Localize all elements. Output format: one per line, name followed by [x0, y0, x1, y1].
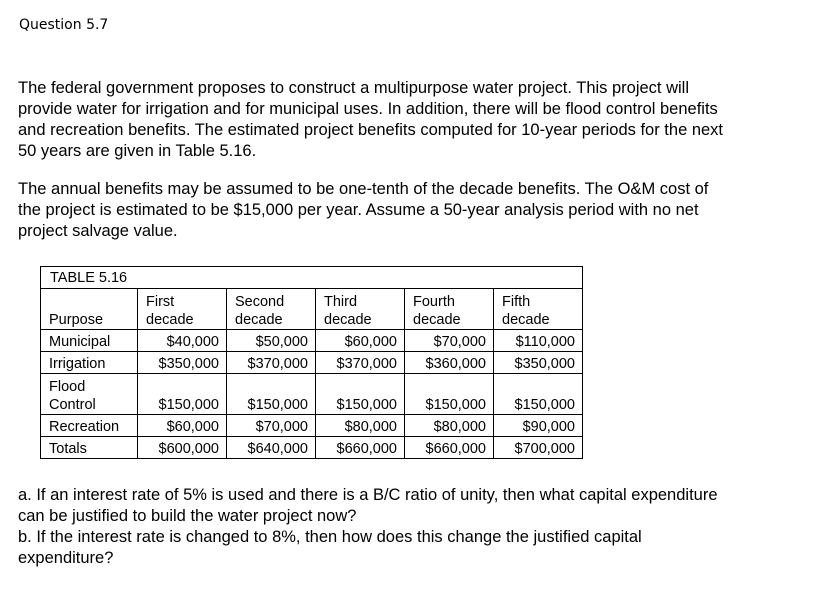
table-header-row	[41, 289, 583, 330]
table-cell: $150,000	[316, 374, 405, 415]
table-caption: TABLE 5.16	[41, 267, 583, 289]
text-line: a. If an interest rate of 5% is used and there is a B/C ratio of unity, then what capital expenditure	[18, 486, 718, 504]
text-line: The federal government proposes to construct a multipurpose water project. This project will	[18, 79, 690, 97]
header-line: decade	[413, 312, 461, 328]
row-label: Recreation	[41, 415, 138, 437]
text-line: project salvage value.	[18, 222, 178, 240]
header-cell-decade-3	[316, 289, 405, 330]
header-line: decade	[324, 312, 372, 328]
header-line: First	[146, 294, 175, 310]
table-caption-row	[41, 267, 583, 289]
table-cell: $110,000	[494, 330, 583, 352]
text-line: provide water for irrigation and for municipal uses. In addition, there will be flood control benefits	[18, 100, 718, 118]
text-line: b. If the interest rate is changed to 8%, then how does this change the justified capital	[18, 528, 642, 546]
header-line: Fourth	[413, 294, 455, 310]
benefits-table	[40, 266, 583, 459]
text-line: the project is estimated to be $15,000 per year. Assume a 50-year analysis period with no net	[18, 201, 699, 219]
table-cell: $90,000	[494, 415, 583, 437]
problem-paragraph-intro	[18, 78, 723, 162]
text-line: and recreation benefits. The estimated project benefits computed for 10-year periods for the next	[18, 121, 724, 139]
table-row-totals	[41, 437, 583, 459]
table-cell: $360,000	[405, 352, 494, 374]
table-cell: $80,000	[405, 415, 494, 437]
row-label: Irrigation	[41, 352, 138, 374]
row-label: Totals	[41, 437, 138, 459]
table-cell: $150,000	[405, 374, 494, 415]
table-cell: $70,000	[227, 415, 316, 437]
header-line: Fifth	[502, 294, 531, 310]
table-row-recreation	[41, 415, 583, 437]
text-line: 50 years are given in Table 5.16.	[18, 142, 257, 160]
table-row-irrigation	[41, 352, 583, 374]
header-cell-decade-2	[227, 289, 316, 330]
problem-paragraph-assumptions	[18, 179, 708, 242]
header-cell-decade-1	[138, 289, 227, 330]
table-cell: $150,000	[494, 374, 583, 415]
table-cell: $660,000	[316, 437, 405, 459]
table-cell: $370,000	[316, 352, 405, 374]
table-cell: $60,000	[138, 415, 227, 437]
table-cell: $350,000	[494, 352, 583, 374]
row-label-line: Control	[49, 397, 96, 413]
table-row-municipal	[41, 330, 583, 352]
header-cell-decade-4	[405, 289, 494, 330]
text-line: can be justified to build the water project now?	[18, 507, 357, 525]
table-row-flood-control	[41, 374, 583, 415]
table-cell: $80,000	[316, 415, 405, 437]
header-line: decade	[235, 312, 283, 328]
table-cell: $50,000	[227, 330, 316, 352]
table-cell: $150,000	[227, 374, 316, 415]
question-heading: Question 5.7	[19, 17, 109, 33]
row-label-line: Flood	[49, 379, 86, 395]
header-line: decade	[146, 312, 194, 328]
table-cell: $640,000	[227, 437, 316, 459]
table-cell: $660,000	[405, 437, 494, 459]
header-line: Third	[324, 294, 358, 310]
table-cell: $350,000	[138, 352, 227, 374]
row-label	[41, 374, 138, 415]
table-cell: $70,000	[405, 330, 494, 352]
table-cell: $370,000	[227, 352, 316, 374]
row-label: Municipal	[41, 330, 138, 352]
header-line: Second	[235, 294, 285, 310]
table-cell: $60,000	[316, 330, 405, 352]
header-cell-purpose: Purpose	[41, 289, 138, 330]
sub-questions	[18, 485, 718, 569]
header-cell-decade-5	[494, 289, 583, 330]
text-line: The annual benefits may be assumed to be one-tenth of the decade benefits. The O&M cost of	[18, 180, 709, 198]
table-cell: $150,000	[138, 374, 227, 415]
table-cell: $40,000	[138, 330, 227, 352]
header-line: decade	[502, 312, 550, 328]
text-line: expenditure?	[18, 549, 114, 567]
table-cell: $600,000	[138, 437, 227, 459]
table-cell: $700,000	[494, 437, 583, 459]
